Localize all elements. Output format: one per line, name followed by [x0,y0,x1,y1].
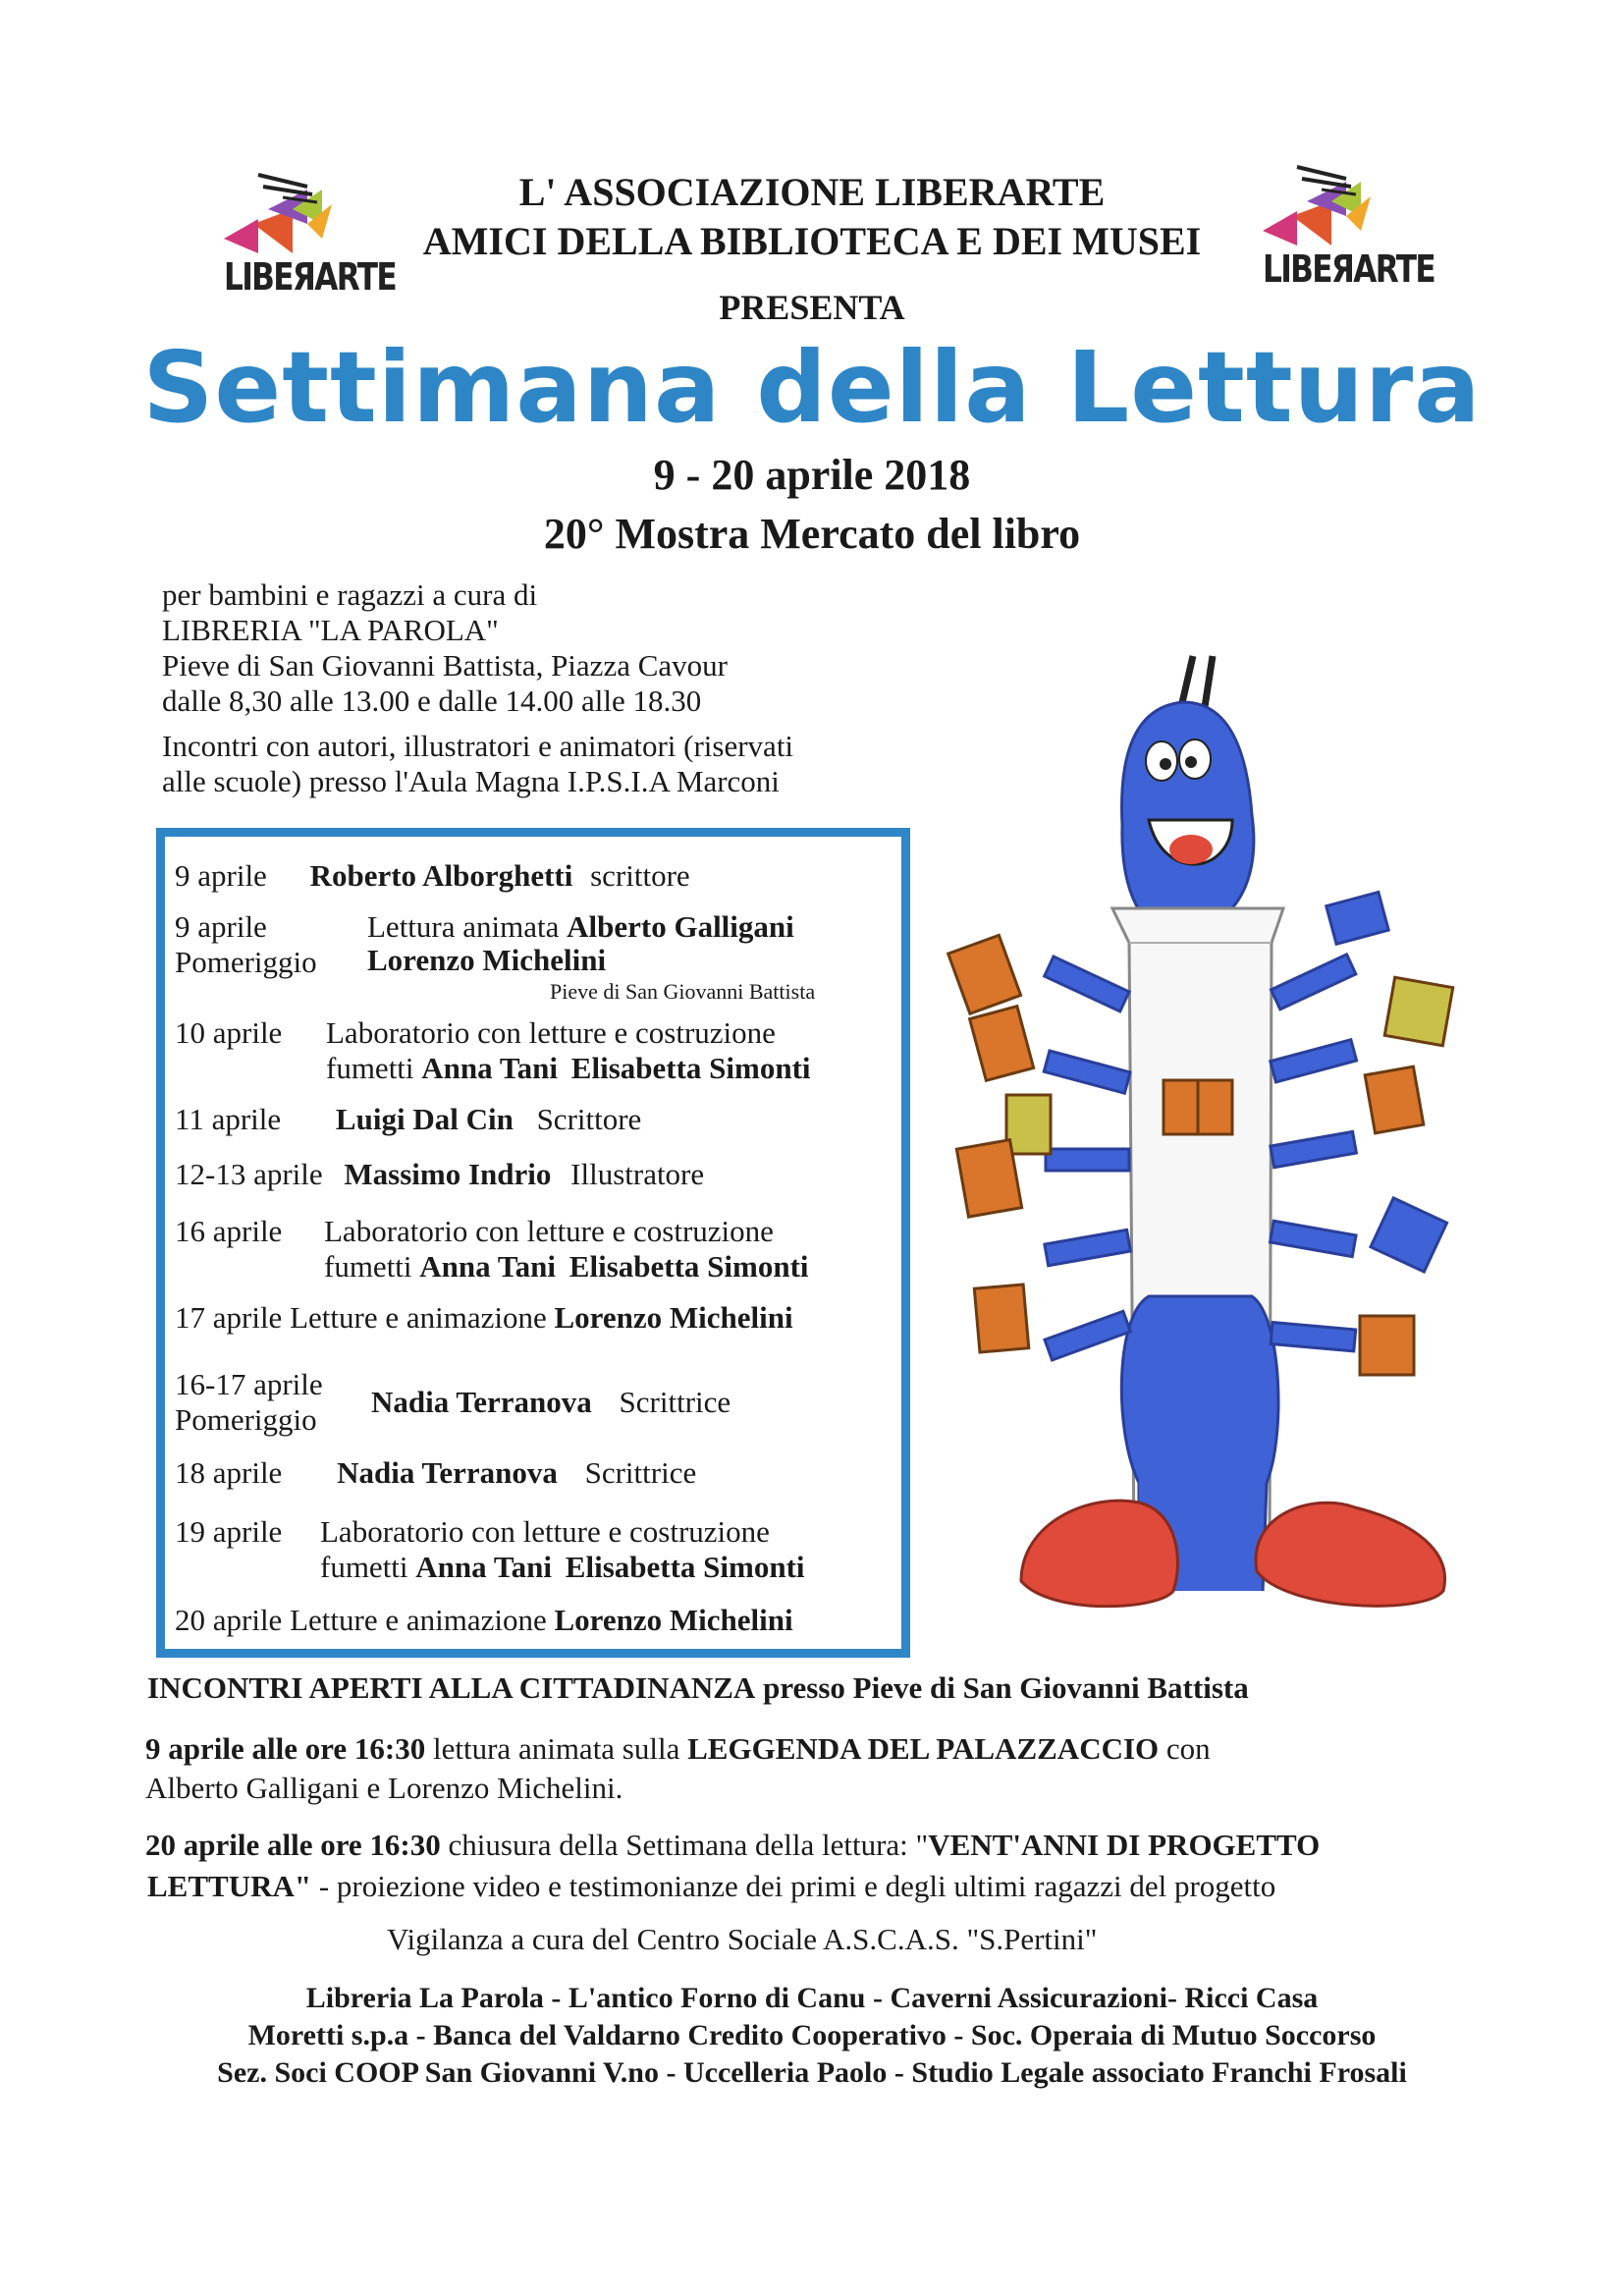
row-date: 20 aprile [175,1603,283,1637]
event-2-line-1 [145,1827,1320,1864]
schedule-row-2-date: 9 aprile [175,909,267,944]
vigilanza: Vigilanza a cura del Centro Sociale A.S.C.A.S. "S.Pertini" [387,1922,1098,1956]
row-date: 11 aprile [175,1102,282,1136]
schedule-row-10-line1: Laboratorio con letture e costruzione [320,1514,770,1549]
event-2-line-2 [147,1868,1275,1905]
schedule-row-10-line2 [320,1550,805,1585]
row-pre: fumetti [324,1249,412,1284]
row-role: Scrittore [536,1102,642,1136]
schedule-row-11 [175,1603,793,1638]
heading-bold: INCONTRI APERTI ALLA CITTADINANZA [147,1670,756,1705]
row-name: Massimo Indrio [344,1157,552,1191]
row-pre: Letture e animazione [290,1603,547,1637]
row-name2: Elisabetta Simonti [568,1249,809,1284]
row-role: Scrittrice [584,1455,697,1490]
row-name2: Lorenzo Michelini [367,943,607,977]
schedule-row-2-place: Pieve di San Giovanni Battista [550,979,816,1004]
event-2-time: 20 aprile alle ore 16:30 [145,1828,441,1862]
schedule-row-5 [175,1157,704,1192]
schedule-row-10-date: 19 aprile [175,1514,283,1549]
row-name: Nadia Terranova [337,1455,558,1490]
event-1-time: 9 aprile alle ore 16:30 [145,1731,426,1766]
row-name: Alberto Galligani [567,909,794,944]
header-line-2: AMICI DELLA BIBLIOTECA E DEI MUSEI [422,219,1202,263]
logo-text: LIBEЯARTE [224,255,396,299]
schedule-row-7 [175,1300,793,1336]
schedule-box [156,828,910,1658]
event-2-title2: LETTURA" [147,1869,312,1903]
row-date: 9 aprile [175,858,267,893]
row-pre: fumetti [320,1550,408,1584]
schedule-row-4 [175,1102,641,1137]
event-1-line-2: Alberto Galligani e Lorenzo Michelini. [145,1771,623,1805]
schedule-row-9 [175,1455,696,1491]
schedule-row-6-line1: Laboratorio con letture e costruzione [324,1214,774,1248]
row-name2: Elisabetta Simonti [570,1051,811,1085]
row-name: Lorenzo Michelini [554,1300,793,1335]
main-title: Settimana della Lettura [142,330,1482,445]
row-pre: fumetti [326,1051,414,1085]
row-date: 12-13 aprile [175,1157,323,1191]
row-role: Scrittrice [619,1385,731,1419]
event-1-title: LEGGENDA DEL PALAZZACCIO [687,1731,1160,1766]
schedule-row-2-line2 [367,943,606,978]
schedule-row-2-line1 [367,909,794,945]
bookworm-mascot-icon [938,648,1488,1591]
schedule-row-3-line1: Laboratorio con letture e costruzione [326,1015,776,1050]
row-role: scrittore [590,858,690,893]
intro-line-6: alle scuole) presso l'Aula Magna I.P.S.I.A Marconi [162,764,780,798]
intro-line-2: LIBRERIA "LA PAROLA" [162,613,499,647]
bookworm-illustration [938,648,1488,1591]
intro-line-1: per bambini e ragazzi a cura di [162,577,538,612]
row-pre: Lettura animata [367,909,560,944]
header-line-1: L' ASSOCIAZIONE LIBERARTE [518,170,1106,214]
red-shoes-icon [1011,1463,1463,1620]
event-subtitle: 20° Mostra Mercato del libro [543,510,1081,558]
row-pre: Letture e animazione [290,1300,547,1335]
row-name: Luigi Dal Cin [335,1102,514,1136]
schedule-row-1 [175,858,690,894]
sponsors-line-3: Sez. Soci COOP San Giovanni V.no - Uccelleria Paolo - Studio Legale associato Franchi Frosali [217,2056,1407,2089]
open-events-heading [147,1669,1249,1707]
row-name: Anna Tani [421,1051,559,1085]
schedule-row-2-date2: Pomeriggio [175,945,317,979]
intro-line-4: dalle 8,30 alle 13.00 e dalle 14.00 alle 18.30 [162,683,702,718]
event-1-text: lettura animata sulla [433,1731,680,1766]
row-name: Lorenzo Michelini [554,1603,793,1637]
intro-line-5: Incontri con autori, illustratori e animatori (riservati [162,729,794,763]
header-line-3: PRESENTA [719,288,905,327]
sponsors-line-1: Libreria La Parola - L'antico Forno di Canu - Caverni Assicurazioni- Ricci Casa [305,1982,1319,2014]
row-role: Illustratore [570,1157,705,1191]
row-name: Nadia Terranova [371,1385,592,1419]
schedule-row-6-line2 [324,1249,809,1285]
sponsors-line-2: Moretti s.p.a - Banca del Valdarno Credito Cooperativo - Soc. Operaia di Mutuo Soccorso [247,2019,1377,2051]
row-name: Anna Tani [415,1550,553,1584]
row-name: Roberto Alborghetti [309,858,573,893]
row-name: Anna Tani [419,1249,557,1284]
intro-line-3: Pieve di San Giovanni Battista, Piazza Cavour [162,648,728,683]
row-date: 17 aprile [175,1300,283,1335]
row-date: 18 aprile [175,1455,283,1490]
schedule-row-8-date: 16-17 aprile [175,1367,323,1401]
logo-text: LIBEЯARTE [1263,247,1435,291]
heading-rest: presso Pieve di San Giovanni Battista [763,1670,1249,1705]
event-dates: 9 - 20 aprile 2018 [653,451,971,499]
event-1-line-1 [145,1730,1211,1768]
schedule-row-3-line2 [326,1051,811,1086]
event-1-text2: con [1165,1731,1211,1766]
row-name2: Elisabetta Simonti [565,1550,805,1584]
bookworm-shoes [1011,1463,1463,1620]
event-2-text2: - proiezione video e testimonianze dei primi e degli ultimi ragazzi del progetto [318,1869,1276,1903]
schedule-row-6-date: 16 aprile [175,1214,283,1248]
event-2-text: chiusura della Settimana della lettura: " [448,1828,929,1862]
schedule-row-8-date2: Pomeriggio [175,1402,317,1437]
schedule-row-8-line [371,1385,731,1420]
schedule-row-3-date: 10 aprile [175,1015,283,1050]
event-2-title: VENT'ANNI DI PROGETTO [928,1828,1321,1862]
